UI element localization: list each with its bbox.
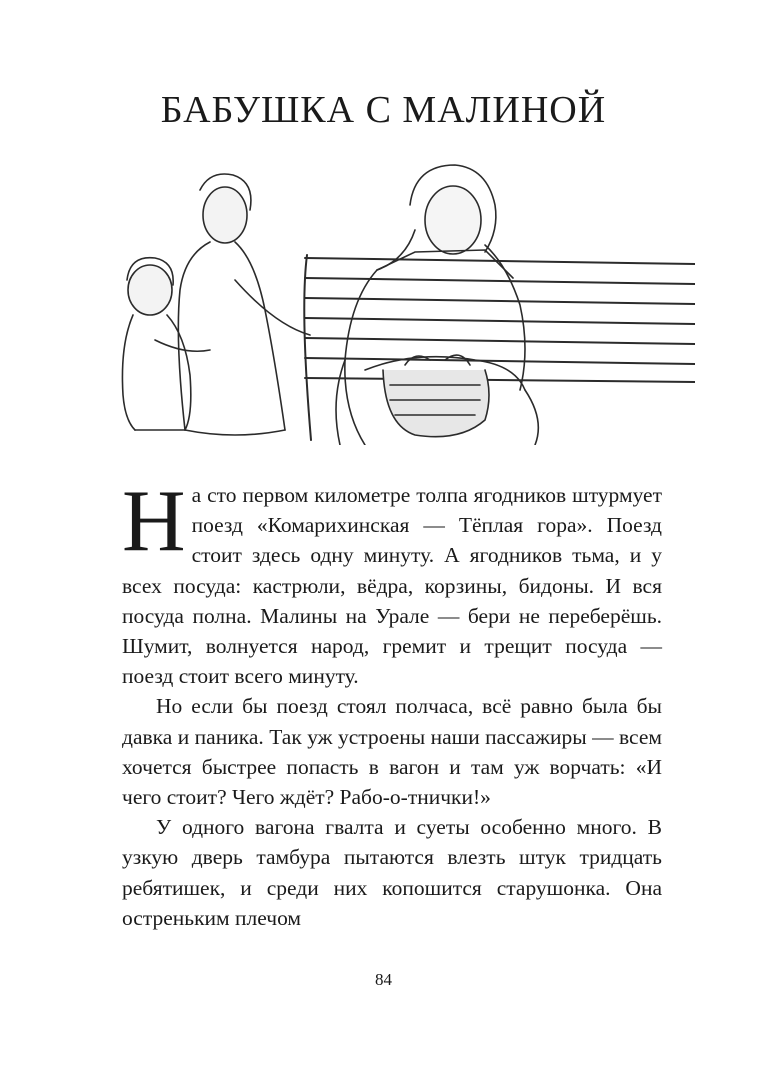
paragraph-1 — [122, 473, 662, 691]
page-title: БАБУШКА С МАЛИНОЙ — [160, 89, 607, 131]
paragraph-text: а сто первом километре толпа ягодников штурмует поезд «Комарихинская — Тёплая гора». Поезд стоит здесь одну минуту. А ягодников тьма, и у всех посуда: кастрюли, вёдра, корзины, бидоны. И вся посуда полна. Малины на Урале — бери не переберёшь. Шумит, волнуется народ, гремит и трещит посуда — поезд стоит всего минуту. — [122, 483, 662, 689]
small-girl-figure — [122, 258, 210, 430]
body-text — [122, 473, 662, 933]
paragraph-3: У одного вагона гвалта и суеты особенно много. В узкую дверь тамбура пытаются влезть штук тридцать ребятишек, и среди них копошится старушонка. Она остреньким плечом — [122, 815, 662, 930]
grandmother-figure — [336, 165, 538, 445]
paragraph-2: Но если бы поезд стоял полчаса, всё равно была бы давка и паника. Так уж устроены наши пассажиры — всем хочется быстрее попасть в вагон и там уж ворчать: «И чего стоит? Чего ждёт? Рабо-о-тнички!» — [122, 694, 662, 810]
page-number: 84 — [375, 970, 392, 989]
bench-slats — [304, 255, 695, 440]
illustration-sketch — [115, 160, 695, 445]
older-girl-figure — [178, 174, 310, 435]
drop-cap-letter: Н — [122, 473, 186, 570]
